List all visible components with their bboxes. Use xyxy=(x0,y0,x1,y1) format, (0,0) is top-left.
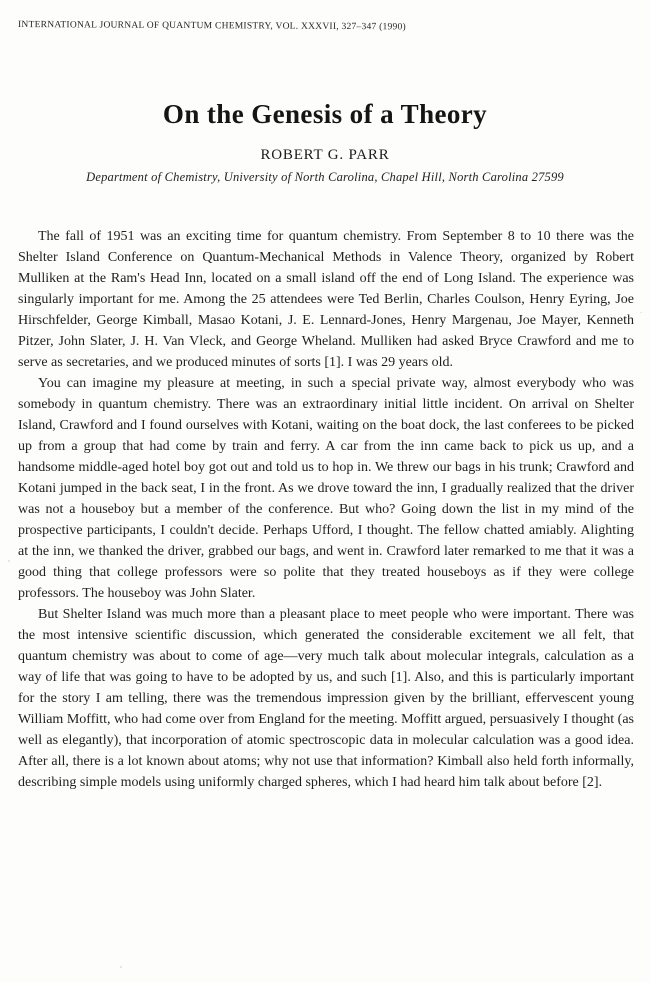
body-paragraph-2: You can imagine my pleasure at meeting, in such a special private way, almost everybody who was somebody in quantum chemistry. There was an extraordinary initial little incident. On arrival on Shelter Island, Crawford and I found ourselves with Kotani, waiting on the boat dock, the last conferees to be picked up from a group that had come by train and ferry. A car from the inn came back to pick us up, and a handsome middle-aged hotel boy got out and told us to hop in. We threw our bags in his trunk; Crawford and Kotani jumped in the back seat, I in the front. As we drove toward the inn, I gradually realized that the driver was not a houseboy but a member of the conference. But who? Going down the list in my mind of the prospective participants, I couldn't decide. Perhaps Ufford, I thought. The fellow chatted amiably. Alighting at the inn, we thanked the driver, grabbed our bags, and went in. Crawford later remarked to me that it was a good thing that college professors were so polite that they treated houseboys as if they were college professors. The houseboy was John Slater. xyxy=(18,376,634,601)
body-paragraph-3: But Shelter Island was much more than a pleasant place to meet people who were important. There was the most intensive scientific discussion, which generated the considerable excitement we all felt, that quantum chemistry was about to come of age—very much talk about molecular integrals, calculation as a way of life that was going to have to be adopted by us, and such [1]. Also, and this is particularly important for the story I am telling, there was the tremendous impression given by the brilliant, effervescent young William Moffitt, who had come over from England for the meeting. Moffitt argued, persuasively I thought (as well as elegantly), that incorporation of atomic spectroscopic data in molecular calculation was a good idea. After all, there is a lot known about atoms; why not use that information? Kimball also held forth informally, describing simple models using uniformly charged spheres, which I had heard him talk about before [2]. xyxy=(18,607,634,790)
author-name: ROBERT G. PARR xyxy=(260,147,390,163)
article-title: On the Genesis of a Theory xyxy=(162,99,488,129)
scan-speck xyxy=(640,312,642,313)
scan-speck xyxy=(8,560,10,562)
body-paragraph-1: The fall of 1951 was an exciting time for quantum chemistry. From September 8 to 10 there was the Shelter Island Conference on Quantum-Mechanical Methods in Valence Theory, organized by Robert Mulliken at the Ram's Head Inn, located on a small island off the end of Long Island. The experience was singularly important for me. Among the 25 attendees were Ted Berlin, Charles Coulson, Henry Eyring, Joe Hirschfelder, George Kimball, Masao Kotani, J. E. Lennard-Jones, Henry Margenau, Joe Mayer, Kenneth Pitzer, John Slater, J. H. Van Vleck, and George Wheland. Mulliken had asked Bryce Crawford and me to serve as secretaries, and we produced minutes of sorts [1]. I was 29 years old. xyxy=(18,229,634,370)
scan-speck xyxy=(120,966,122,968)
journal-running-head: INTERNATIONAL JOURNAL OF QUANTUM CHEMISTRY, VOL. XXXVII, 327–347 (1990) xyxy=(17,20,407,33)
author-affiliation: Department of Chemistry, University of North Carolina, Chapel Hill, North Carolina 27599 xyxy=(86,170,564,184)
article-body xyxy=(18,226,634,793)
